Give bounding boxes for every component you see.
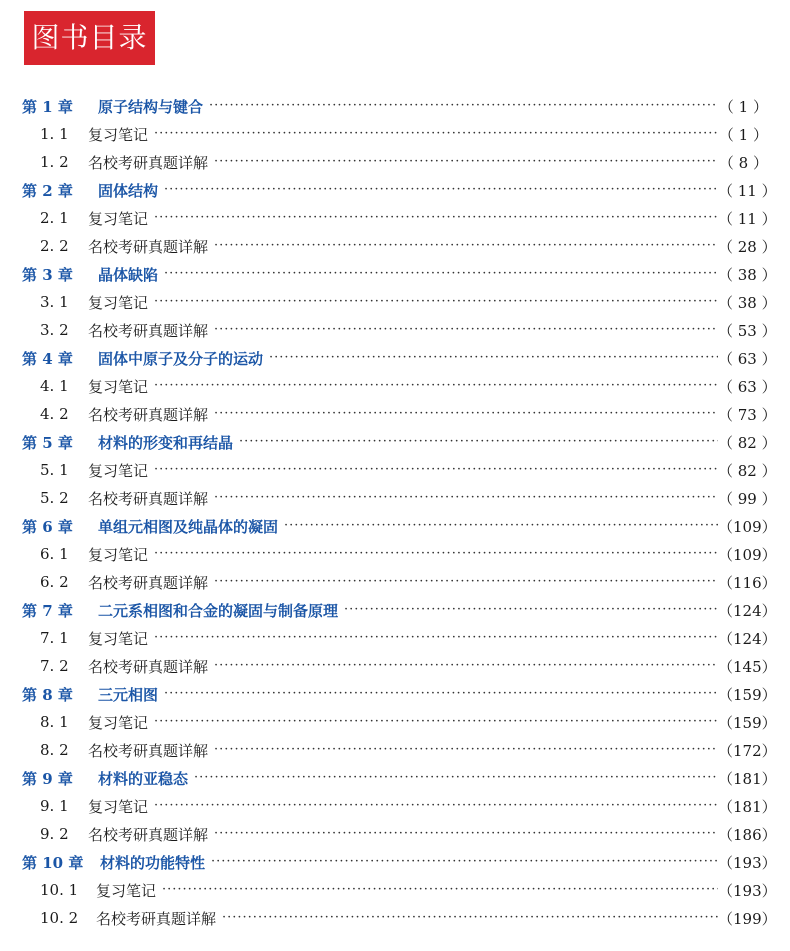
toc-chapter-row[interactable] (0, 848, 790, 876)
toc-chapter-row[interactable] (0, 596, 790, 624)
chapter-title: 材料的形变和再结晶 (98, 433, 234, 452)
page-number: （181） (718, 797, 777, 816)
dot-leader (154, 708, 718, 736)
page-number: （ 1 ） (718, 125, 768, 144)
dot-leader (214, 484, 718, 512)
page-number: （ 38 ） (718, 293, 777, 312)
toc-chapter-row[interactable] (0, 260, 790, 288)
page-number: （145） (718, 657, 777, 676)
section-title: 复习笔记 (88, 125, 149, 144)
toc-section-row[interactable] (0, 708, 790, 736)
toc-section-row[interactable] (0, 792, 790, 820)
page-number: （ 1 ） (718, 97, 768, 116)
section-number: 8. 1 (40, 713, 69, 731)
toc-section-row[interactable] (0, 652, 790, 680)
chapter-number: 第 1 章 (22, 97, 73, 116)
page-number: （ 99 ） (718, 489, 777, 508)
chapter-title: 原子结构与键合 (98, 97, 204, 116)
dot-leader (154, 204, 718, 232)
section-number: 5. 1 (40, 461, 69, 479)
dot-leader (154, 456, 718, 484)
section-number: 7. 1 (40, 629, 69, 647)
toc-section-row[interactable] (0, 372, 790, 400)
section-number: 4. 1 (40, 377, 69, 395)
toc-section-row[interactable] (0, 904, 790, 932)
toc-chapter-row[interactable] (0, 344, 790, 372)
dot-leader (269, 344, 718, 372)
dot-leader (154, 288, 718, 316)
toc-section-row[interactable] (0, 288, 790, 316)
page-title-badge (24, 11, 155, 65)
toc-section-row[interactable] (0, 736, 790, 764)
section-title: 名校考研真题详解 (88, 825, 209, 844)
section-title: 复习笔记 (88, 713, 149, 732)
toc-section-row[interactable] (0, 484, 790, 512)
chapter-number: 第 7 章 (22, 601, 73, 620)
section-title: 名校考研真题详解 (88, 573, 209, 592)
dot-leader (214, 568, 718, 596)
section-number: 9. 2 (40, 825, 69, 843)
section-number: 6. 1 (40, 545, 69, 563)
section-number: 9. 1 (40, 797, 69, 815)
dot-leader (214, 652, 718, 680)
section-number: 1. 2 (40, 153, 69, 171)
table-of-contents (0, 92, 790, 932)
dot-leader (164, 176, 718, 204)
chapter-number: 第 6 章 (22, 517, 73, 536)
toc-section-row[interactable] (0, 400, 790, 428)
toc-chapter-row[interactable] (0, 428, 790, 456)
chapter-number: 第 8 章 (22, 685, 73, 704)
toc-chapter-row[interactable] (0, 512, 790, 540)
chapter-number: 第 2 章 (22, 181, 73, 200)
section-title: 名校考研真题详解 (96, 909, 217, 928)
dot-leader (209, 92, 718, 120)
page-number: （172） (718, 741, 777, 760)
section-number: 7. 2 (40, 657, 69, 675)
toc-section-row[interactable] (0, 820, 790, 848)
dot-leader (164, 680, 718, 708)
page-number: （159） (718, 713, 777, 732)
page-number: （116） (718, 573, 777, 592)
dot-leader (284, 512, 718, 540)
toc-section-row[interactable] (0, 456, 790, 484)
toc-section-row[interactable] (0, 120, 790, 148)
section-title: 名校考研真题详解 (88, 657, 209, 676)
chapter-number: 第 3 章 (22, 265, 73, 284)
section-title: 名校考研真题详解 (88, 321, 209, 340)
section-title: 复习笔记 (88, 377, 149, 396)
section-title: 复习笔记 (88, 209, 149, 228)
toc-chapter-row[interactable] (0, 92, 790, 120)
section-title: 复习笔记 (88, 293, 149, 312)
dot-leader (239, 428, 718, 456)
page-number: （ 28 ） (718, 237, 777, 256)
page-number: （ 73 ） (718, 405, 777, 424)
page-number: （ 63 ） (718, 377, 777, 396)
dot-leader (214, 148, 718, 176)
chapter-number: 第 9 章 (22, 769, 73, 788)
section-title: 复习笔记 (88, 629, 149, 648)
dot-leader (214, 820, 718, 848)
page-number: （ 53 ） (718, 321, 777, 340)
toc-chapter-row[interactable] (0, 176, 790, 204)
section-title: 复习笔记 (88, 545, 149, 564)
page-number: （ 8 ） (718, 153, 768, 172)
chapter-title: 三元相图 (98, 685, 159, 704)
page-number: （181） (718, 769, 777, 788)
page-number: （ 82 ） (718, 433, 777, 452)
toc-section-row[interactable] (0, 204, 790, 232)
section-title: 名校考研真题详解 (88, 489, 209, 508)
page-number: （109） (718, 517, 777, 536)
toc-chapter-row[interactable] (0, 680, 790, 708)
dot-leader (214, 232, 718, 260)
page-number: （ 82 ） (718, 461, 777, 480)
section-title: 名校考研真题详解 (88, 237, 209, 256)
section-title: 名校考研真题详解 (88, 153, 209, 172)
dot-leader (194, 764, 718, 792)
page-number: （193） (718, 881, 777, 900)
section-number: 1. 1 (40, 125, 69, 143)
page-number: （109） (718, 545, 777, 564)
chapter-number: 第 5 章 (22, 433, 73, 452)
dot-leader (154, 792, 718, 820)
section-title: 名校考研真题详解 (88, 405, 209, 424)
dot-leader (214, 736, 718, 764)
page-number: （ 11 ） (718, 209, 777, 228)
dot-leader (164, 260, 718, 288)
toc-section-row[interactable] (0, 540, 790, 568)
dot-leader (154, 372, 718, 400)
section-title: 复习笔记 (88, 461, 149, 480)
section-title: 复习笔记 (88, 797, 149, 816)
section-number: 2. 1 (40, 209, 69, 227)
section-number: 2. 2 (40, 237, 69, 255)
section-number: 6. 2 (40, 573, 69, 591)
chapter-title: 晶体缺陷 (98, 265, 159, 284)
dot-leader (154, 624, 718, 652)
dot-leader (222, 904, 718, 932)
dot-leader (154, 120, 718, 148)
toc-section-row[interactable] (0, 876, 790, 904)
chapter-title: 材料的功能特性 (100, 853, 206, 872)
chapter-title: 固体中原子及分子的运动 (98, 349, 264, 368)
toc-section-row[interactable] (0, 568, 790, 596)
chapter-title: 材料的亚稳态 (98, 769, 189, 788)
toc-section-row[interactable] (0, 232, 790, 260)
section-number: 4. 2 (40, 405, 69, 423)
chapter-title: 二元系相图和合金的凝固与制备原理 (98, 601, 339, 620)
chapter-number: 第 10 章 (22, 853, 84, 872)
dot-leader (162, 876, 718, 904)
page-number: （193） (718, 853, 777, 872)
toc-section-row[interactable] (0, 624, 790, 652)
page-number: （199） (718, 909, 777, 928)
page-number: （159） (718, 685, 777, 704)
section-number: 10. 1 (40, 881, 79, 899)
page-number: （186） (718, 825, 777, 844)
page-number: （124） (718, 601, 777, 620)
chapter-number: 第 4 章 (22, 349, 73, 368)
toc-section-row[interactable] (0, 316, 790, 344)
dot-leader (344, 596, 718, 624)
page-number: （124） (718, 629, 777, 648)
section-title: 复习笔记 (96, 881, 157, 900)
toc-section-row[interactable] (0, 148, 790, 176)
section-number: 8. 2 (40, 741, 69, 759)
page-number: （ 11 ） (718, 181, 777, 200)
page-number: （ 63 ） (718, 349, 777, 368)
chapter-title: 固体结构 (98, 181, 159, 200)
page-title: 图书目录 (31, 21, 148, 54)
page-number: （ 38 ） (718, 265, 777, 284)
dot-leader (211, 848, 718, 876)
section-title: 名校考研真题详解 (88, 741, 209, 760)
dot-leader (154, 540, 718, 568)
dot-leader (214, 400, 718, 428)
section-number: 10. 2 (40, 909, 79, 927)
section-number: 3. 2 (40, 321, 69, 339)
dot-leader (214, 316, 718, 344)
chapter-title: 单组元相图及纯晶体的凝固 (98, 517, 279, 536)
toc-chapter-row[interactable] (0, 764, 790, 792)
section-number: 5. 2 (40, 489, 69, 507)
section-number: 3. 1 (40, 293, 69, 311)
